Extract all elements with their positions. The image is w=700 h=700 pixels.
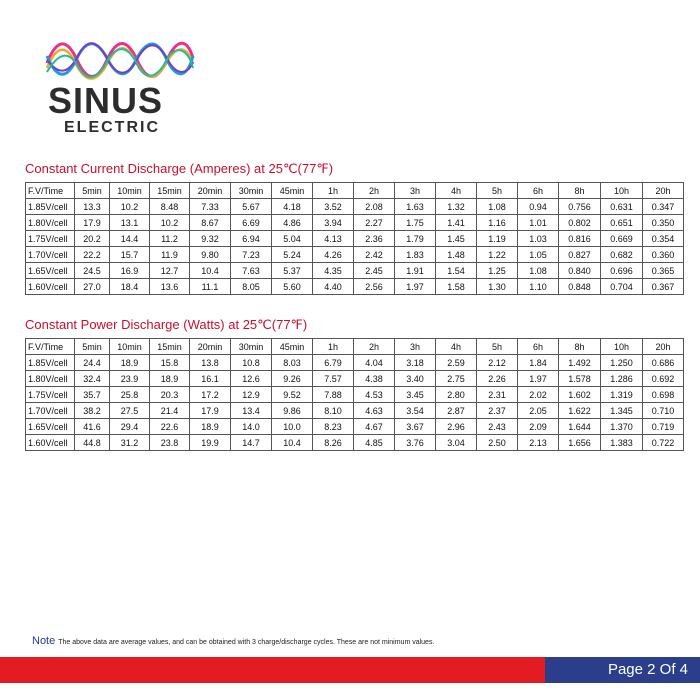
table-cell: 1.54 — [436, 263, 477, 279]
table-cell: 1.08 — [477, 199, 518, 215]
table-cell: 0.722 — [643, 435, 684, 451]
table-cell: 1.370 — [601, 419, 643, 435]
table-cell: 1.19 — [477, 231, 518, 247]
table-cell: 17.9 — [75, 215, 110, 231]
table-cell: 3.18 — [395, 355, 436, 371]
table-cell: 17.2 — [190, 387, 231, 403]
wave-logo-icon — [45, 38, 195, 83]
table-cell: 4.53 — [354, 387, 395, 403]
table-cell: 0.802 — [559, 215, 601, 231]
table-cell: 17.9 — [190, 403, 231, 419]
column-header: 5h — [477, 183, 518, 199]
table-cell: 3.45 — [395, 387, 436, 403]
column-header: 15min — [150, 183, 190, 199]
table-cell: 4.26 — [313, 247, 354, 263]
table-cell: 10.8 — [231, 355, 272, 371]
table-cell: 1.656 — [559, 435, 601, 451]
table-cell: 16.1 — [190, 371, 231, 387]
table-cell: 10.0 — [272, 419, 313, 435]
table-cell: 32.4 — [75, 371, 110, 387]
brand-name: SINUS — [48, 80, 164, 121]
column-header: 30min — [231, 183, 272, 199]
row-header: 1.85V/cell — [26, 355, 75, 371]
column-header: 10min — [110, 339, 150, 355]
table-cell: 25.8 — [110, 387, 150, 403]
table-cell: 0.360 — [643, 247, 684, 263]
table-cell: 0.816 — [559, 231, 601, 247]
table-cell: 18.9 — [110, 355, 150, 371]
column-header: 10h — [601, 183, 643, 199]
table-cell: 13.8 — [190, 355, 231, 371]
table-cell: 1.602 — [559, 387, 601, 403]
table-cell: 2.96 — [436, 419, 477, 435]
note-label: Note — [32, 635, 56, 647]
table-cell: 20.3 — [150, 387, 190, 403]
row-header: 1.60V/cell — [26, 279, 75, 295]
table-cell: 1.83 — [395, 247, 436, 263]
table-cell: 31.2 — [110, 435, 150, 451]
table-cell: 1.05 — [518, 247, 559, 263]
table-cell: 18.9 — [150, 371, 190, 387]
table-cell: 1.97 — [518, 371, 559, 387]
table-cell: 27.0 — [75, 279, 110, 295]
column-header: 8h — [559, 183, 601, 199]
table-cell: 38.2 — [75, 403, 110, 419]
table-cell: 9.26 — [272, 371, 313, 387]
column-header: 3h — [395, 339, 436, 355]
table-cell: 3.76 — [395, 435, 436, 451]
table-cell: 4.35 — [313, 263, 354, 279]
row-header: 1.80V/cell — [26, 215, 75, 231]
table-cell: 10.2 — [110, 199, 150, 215]
column-header: F.V/Time — [26, 183, 75, 199]
table-cell: 7.23 — [231, 247, 272, 263]
table-row — [26, 371, 684, 387]
table-cell: 2.50 — [477, 435, 518, 451]
table-cell: 10.4 — [190, 263, 231, 279]
table-cell: 18.4 — [110, 279, 150, 295]
table-cell: 2.26 — [477, 371, 518, 387]
table-cell: 2.05 — [518, 403, 559, 419]
table-row — [26, 419, 684, 435]
table-cell: 1.63 — [395, 199, 436, 215]
table-cell: 2.31 — [477, 387, 518, 403]
table-cell: 2.75 — [436, 371, 477, 387]
column-header: 20h — [643, 339, 684, 355]
column-header: 5h — [477, 339, 518, 355]
table-cell: 13.1 — [110, 215, 150, 231]
table-cell: 4.18 — [272, 199, 313, 215]
table-cell: 9.32 — [190, 231, 231, 247]
table-cell: 0.827 — [559, 247, 601, 263]
table-cell: 1.32 — [436, 199, 477, 215]
column-header: 1h — [313, 339, 354, 355]
table-cell: 2.59 — [436, 355, 477, 371]
table-cell: 0.696 — [601, 263, 643, 279]
table-cell: 5.67 — [231, 199, 272, 215]
table-cell: 11.2 — [150, 231, 190, 247]
column-header: 2h — [354, 183, 395, 199]
table-cell: 2.45 — [354, 263, 395, 279]
table-cell: 1.345 — [601, 403, 643, 419]
table-cell: 0.94 — [518, 199, 559, 215]
column-header: F.V/Time — [26, 339, 75, 355]
table-cell: 4.67 — [354, 419, 395, 435]
table-cell: 1.10 — [518, 279, 559, 295]
brand-subtitle: ELECTRIC — [64, 119, 160, 136]
table-cell: 1.41 — [436, 215, 477, 231]
column-header: 45min — [272, 183, 313, 199]
row-header: 1.70V/cell — [26, 247, 75, 263]
column-header: 2h — [354, 339, 395, 355]
table-cell: 1.286 — [601, 371, 643, 387]
table-cell: 12.6 — [231, 371, 272, 387]
table-cell: 8.03 — [272, 355, 313, 371]
table-row — [26, 279, 684, 295]
column-header: 6h — [518, 183, 559, 199]
page-indicator: Page 2 Of 4 — [607, 661, 688, 678]
table-cell: 2.09 — [518, 419, 559, 435]
table-cell: 1.48 — [436, 247, 477, 263]
table-cell: 6.94 — [231, 231, 272, 247]
column-header: 45min — [272, 339, 313, 355]
column-header: 1h — [313, 183, 354, 199]
table-cell: 20.2 — [75, 231, 110, 247]
table-cell: 22.6 — [150, 419, 190, 435]
table-cell: 9.52 — [272, 387, 313, 403]
table-cell: 19.9 — [190, 435, 231, 451]
table-cell: 0.692 — [643, 371, 684, 387]
table-cell: 8.67 — [190, 215, 231, 231]
table-cell: 44.8 — [75, 435, 110, 451]
table-cell: 18.9 — [190, 419, 231, 435]
table-row — [26, 263, 684, 279]
current-discharge-table — [25, 182, 684, 295]
table-cell: 4.38 — [354, 371, 395, 387]
table-cell: 1.45 — [436, 231, 477, 247]
table-cell: 0.686 — [643, 355, 684, 371]
table-cell: 7.57 — [313, 371, 354, 387]
table-cell: 14.7 — [231, 435, 272, 451]
footer-red-bar — [0, 657, 545, 683]
column-header: 20min — [190, 339, 231, 355]
table-cell: 2.80 — [436, 387, 477, 403]
table-cell: 8.10 — [313, 403, 354, 419]
table-cell: 1.03 — [518, 231, 559, 247]
table-cell: 7.33 — [190, 199, 231, 215]
table-cell: 2.43 — [477, 419, 518, 435]
table-row — [26, 355, 684, 371]
table-cell: 0.710 — [643, 403, 684, 419]
table-cell: 12.9 — [231, 387, 272, 403]
table-cell: 1.22 — [477, 247, 518, 263]
table-cell: 0.350 — [643, 215, 684, 231]
column-header: 15min — [150, 339, 190, 355]
table-cell: 5.60 — [272, 279, 313, 295]
table-cell: 1.79 — [395, 231, 436, 247]
table-cell: 0.367 — [643, 279, 684, 295]
table-cell: 5.04 — [272, 231, 313, 247]
table-cell: 4.13 — [313, 231, 354, 247]
table-cell: 2.27 — [354, 215, 395, 231]
table-cell: 0.719 — [643, 419, 684, 435]
table-cell: 0.698 — [643, 387, 684, 403]
table-row — [26, 403, 684, 419]
table-cell: 0.848 — [559, 279, 601, 295]
table-cell: 8.26 — [313, 435, 354, 451]
table-header-row — [26, 339, 684, 355]
table-cell: 1.492 — [559, 355, 601, 371]
table-cell: 0.669 — [601, 231, 643, 247]
table-cell: 13.4 — [231, 403, 272, 419]
table-cell: 3.40 — [395, 371, 436, 387]
brand-logo — [45, 38, 195, 138]
table-cell: 2.02 — [518, 387, 559, 403]
table-cell: 7.88 — [313, 387, 354, 403]
column-header: 5min — [75, 339, 110, 355]
table-cell: 1.97 — [395, 279, 436, 295]
table-cell: 10.4 — [272, 435, 313, 451]
table-row — [26, 387, 684, 403]
row-header: 1.70V/cell — [26, 403, 75, 419]
table-cell: 12.7 — [150, 263, 190, 279]
table-cell: 14.4 — [110, 231, 150, 247]
table-cell: 1.58 — [436, 279, 477, 295]
column-header: 3h — [395, 183, 436, 199]
table-cell: 14.0 — [231, 419, 272, 435]
table-cell: 0.347 — [643, 199, 684, 215]
table-cell: 15.8 — [150, 355, 190, 371]
table-row — [26, 231, 684, 247]
table-cell: 0.756 — [559, 199, 601, 215]
note-text: The above data are average values, and can be obtained with 3 charge/discharge cycles. These are not minimum values. — [58, 639, 435, 646]
table-cell: 4.86 — [272, 215, 313, 231]
table-cell: 5.37 — [272, 263, 313, 279]
table-cell: 27.5 — [110, 403, 150, 419]
column-header: 30min — [231, 339, 272, 355]
column-header: 8h — [559, 339, 601, 355]
table-cell: 24.5 — [75, 263, 110, 279]
table-cell: 1.622 — [559, 403, 601, 419]
note — [32, 635, 434, 649]
column-header: 5min — [75, 183, 110, 199]
column-header: 4h — [436, 339, 477, 355]
column-header: 10h — [601, 339, 643, 355]
table-cell: 15.7 — [110, 247, 150, 263]
table-cell: 41.6 — [75, 419, 110, 435]
table-cell: 29.4 — [110, 419, 150, 435]
table-cell: 1.30 — [477, 279, 518, 295]
table-cell: 2.08 — [354, 199, 395, 215]
table-cell: 1.01 — [518, 215, 559, 231]
table-cell: 1.25 — [477, 263, 518, 279]
table-row — [26, 199, 684, 215]
table-cell: 11.1 — [190, 279, 231, 295]
table-cell: 0.631 — [601, 199, 643, 215]
table-cell: 1.75 — [395, 215, 436, 231]
table-cell: 4.40 — [313, 279, 354, 295]
table-cell: 24.4 — [75, 355, 110, 371]
table-cell: 2.42 — [354, 247, 395, 263]
table-cell: 1.91 — [395, 263, 436, 279]
table-cell: 0.840 — [559, 263, 601, 279]
table-cell: 2.13 — [518, 435, 559, 451]
table-cell: 2.12 — [477, 355, 518, 371]
table-cell: 3.54 — [395, 403, 436, 419]
current-discharge-title: Constant Current Discharge (Amperes) at 25℃(77℉) — [25, 161, 334, 176]
table-cell: 2.37 — [477, 403, 518, 419]
table-cell: 11.9 — [150, 247, 190, 263]
table-cell: 1.16 — [477, 215, 518, 231]
column-header: 20min — [190, 183, 231, 199]
table-cell: 23.9 — [110, 371, 150, 387]
table-cell: 8.48 — [150, 199, 190, 215]
column-header: 6h — [518, 339, 559, 355]
table-cell: 9.80 — [190, 247, 231, 263]
table-cell: 7.63 — [231, 263, 272, 279]
table-cell: 2.36 — [354, 231, 395, 247]
table-cell: 2.87 — [436, 403, 477, 419]
table-row — [26, 215, 684, 231]
column-header: 20h — [643, 183, 684, 199]
row-header: 1.75V/cell — [26, 231, 75, 247]
table-cell: 0.704 — [601, 279, 643, 295]
table-cell: 3.04 — [436, 435, 477, 451]
table-cell: 3.67 — [395, 419, 436, 435]
row-header: 1.85V/cell — [26, 199, 75, 215]
row-header: 1.65V/cell — [26, 263, 75, 279]
table-cell: 1.578 — [559, 371, 601, 387]
table-cell: 3.52 — [313, 199, 354, 215]
power-discharge-title: Constant Power Discharge (Watts) at 25℃(77℉) — [25, 317, 308, 332]
table-cell: 16.9 — [110, 263, 150, 279]
table-cell: 1.383 — [601, 435, 643, 451]
row-header: 1.60V/cell — [26, 435, 75, 451]
table-cell: 1.84 — [518, 355, 559, 371]
row-header: 1.75V/cell — [26, 387, 75, 403]
table-cell: 5.24 — [272, 247, 313, 263]
row-header: 1.65V/cell — [26, 419, 75, 435]
table-cell: 9.86 — [272, 403, 313, 419]
table-cell: 1.644 — [559, 419, 601, 435]
table-cell: 0.682 — [601, 247, 643, 263]
table-cell: 1.250 — [601, 355, 643, 371]
table-cell: 3.94 — [313, 215, 354, 231]
table-cell: 8.05 — [231, 279, 272, 295]
table-cell: 21.4 — [150, 403, 190, 419]
power-discharge-table — [25, 338, 684, 451]
table-cell: 23.8 — [150, 435, 190, 451]
column-header: 10min — [110, 183, 150, 199]
table-cell: 0.354 — [643, 231, 684, 247]
table-row — [26, 435, 684, 451]
table-cell: 13.6 — [150, 279, 190, 295]
table-cell: 13.3 — [75, 199, 110, 215]
table-cell: 2.56 — [354, 279, 395, 295]
column-header: 4h — [436, 183, 477, 199]
table-cell: 1.319 — [601, 387, 643, 403]
table-cell: 0.651 — [601, 215, 643, 231]
table-cell: 8.23 — [313, 419, 354, 435]
table-cell: 1.08 — [518, 263, 559, 279]
table-cell: 4.04 — [354, 355, 395, 371]
row-header: 1.80V/cell — [26, 371, 75, 387]
table-header-row — [26, 183, 684, 199]
table-cell: 4.85 — [354, 435, 395, 451]
table-cell: 0.365 — [643, 263, 684, 279]
table-cell: 22.2 — [75, 247, 110, 263]
table-cell: 6.79 — [313, 355, 354, 371]
table-cell: 4.63 — [354, 403, 395, 419]
table-cell: 6.69 — [231, 215, 272, 231]
table-cell: 35.7 — [75, 387, 110, 403]
table-cell: 10.2 — [150, 215, 190, 231]
table-row — [26, 247, 684, 263]
